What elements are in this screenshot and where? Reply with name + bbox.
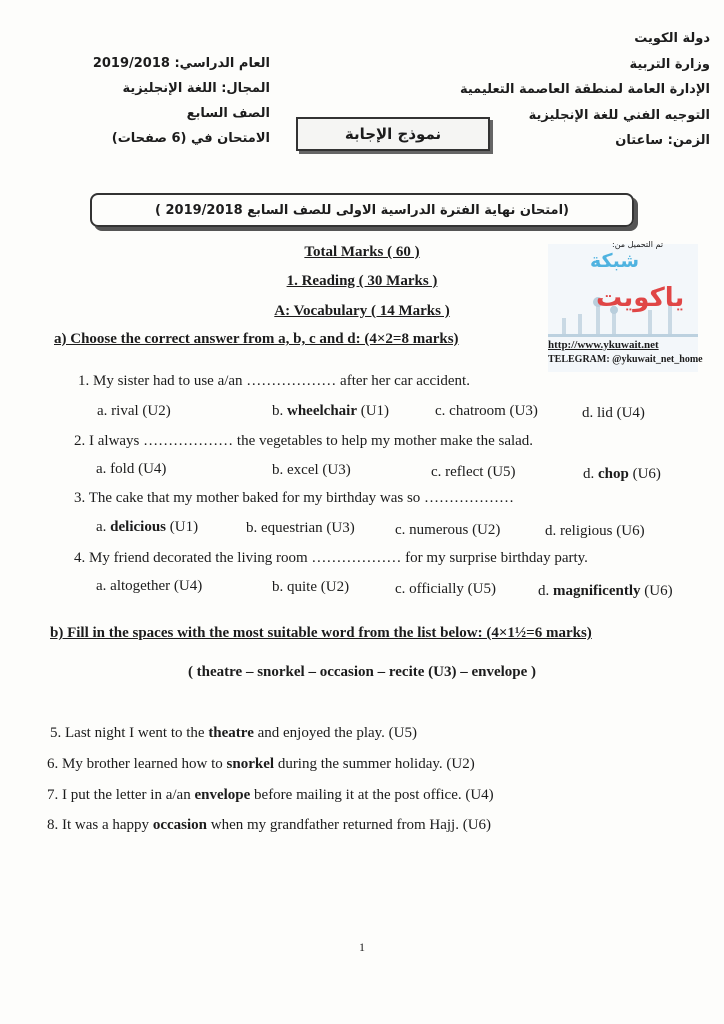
fill-7-answer: envelope: [194, 787, 251, 803]
fill-sentence-7: 7. I put the letter in a/an envelope before mailing it at the post office. (U4): [47, 787, 494, 803]
logo-telegram: TELEGRAM: @ykuwait_net_home: [548, 354, 703, 365]
q4-option-c: c. officially (U5): [395, 581, 496, 597]
part-a-instructions: a) Choose the correct answer from a, b, c and d: (4×2=8 marks): [54, 331, 459, 347]
logo-word-ykuwait: ياكويت: [596, 283, 685, 313]
header-country: دولة الكويت: [634, 31, 710, 46]
q4-option-b: b. quite (U2): [272, 579, 350, 595]
fill-sentence-8: 8. It was a happy occasion when my grandfather returned from Hajj. (U6): [47, 817, 492, 833]
q1-option-c: c. chatroom (U3): [435, 403, 538, 419]
word-list: ( theatre – snorkel – occasion – recite (U3) – envelope ): [187, 664, 537, 680]
q3-answer: delicious: [110, 519, 167, 535]
q3-option-a: a. delicious (U1): [96, 519, 199, 535]
fill-sentence-5: 5. Last night I went to the theatre and enjoyed the play. (U5): [50, 725, 417, 741]
q1-option-d: d. lid (U4): [582, 405, 645, 421]
q3-option-d: d. religious (U6): [545, 523, 645, 539]
header-grade: الصف السابع: [186, 106, 270, 121]
q2-option-b: b. excel (U3): [272, 462, 351, 478]
fill-sentence-6: 6. My brother learned how to snorkel during the summer holiday. (U2): [47, 756, 475, 772]
question-4: 4. My friend decorated the living room ……………… for my surprise birthday party.: [74, 550, 588, 566]
q3-option-c: c. numerous (U2): [395, 522, 501, 538]
page-number: 1: [359, 940, 365, 954]
vocabulary-heading: A: Vocabulary ( 14 Marks ): [274, 303, 450, 319]
question-3: 3. The cake that my mother baked for my birthday was so ………………: [74, 490, 515, 506]
q4-option-a: a. altogether (U4): [96, 578, 203, 594]
q1-option-a: a. rival (U2): [97, 403, 171, 419]
header-directorate: الإدارة العامة لمنطقة العاصمة التعليمية: [459, 82, 710, 97]
q3-option-b: b. equestrian (U3): [246, 520, 355, 536]
q4-answer: magnificently: [553, 583, 641, 599]
q1-answer: wheelchair: [287, 403, 357, 419]
part-b-instructions: b) Fill in the spaces with the most suitable word from the list below: (4×1½=6 marks): [50, 625, 592, 641]
header-year: العام الدراسي: 2019/2018: [92, 56, 270, 71]
logo-downloaded-from: تم التحميل من:: [612, 240, 664, 249]
header-supervision: التوجيه الفني للغة الإنجليزية: [528, 107, 710, 123]
header-time: الزمن: ساعتان: [615, 133, 710, 148]
total-marks-heading: Total Marks ( 60 ): [304, 244, 420, 260]
question-1: 1. My sister had to use a/an ……………… after her car accident.: [78, 373, 470, 389]
exam-title-box: (امتحان نهاية الفترة الدراسية الاولى للصف السابع 2019/2018 ): [90, 193, 634, 227]
header-pages: الامتحان في (6 صفحات): [111, 131, 270, 146]
q2-option-c: c. reflect (U5): [431, 464, 516, 480]
fill-6-answer: snorkel: [226, 756, 275, 772]
q4-option-d: d. magnificently (U6): [538, 583, 673, 599]
q1-option-b: b. wheelchair (U1): [272, 403, 390, 419]
header-ministry: وزارة التربية: [629, 56, 710, 72]
header-left-block: [92, 51, 270, 151]
fill-5-answer: theatre: [208, 725, 254, 741]
fill-8-answer: occasion: [152, 817, 207, 833]
answer-key-box: نموذج الإجابة: [296, 117, 490, 151]
logo-url[interactable]: http://www.ykuwait.net: [548, 339, 659, 351]
logo-word-network: شبكة: [590, 250, 640, 272]
header-subject: المجال: اللغة الإنجليزية: [122, 81, 270, 96]
q2-option-a: a. fold (U4): [96, 461, 167, 477]
question-2: 2. I always ……………… the vegetables to help my mother make the salad.: [74, 433, 534, 449]
q2-answer: chop: [598, 466, 629, 482]
reading-heading: 1. Reading ( 30 Marks ): [286, 273, 438, 289]
q2-option-d: d. chop (U6): [583, 466, 661, 482]
